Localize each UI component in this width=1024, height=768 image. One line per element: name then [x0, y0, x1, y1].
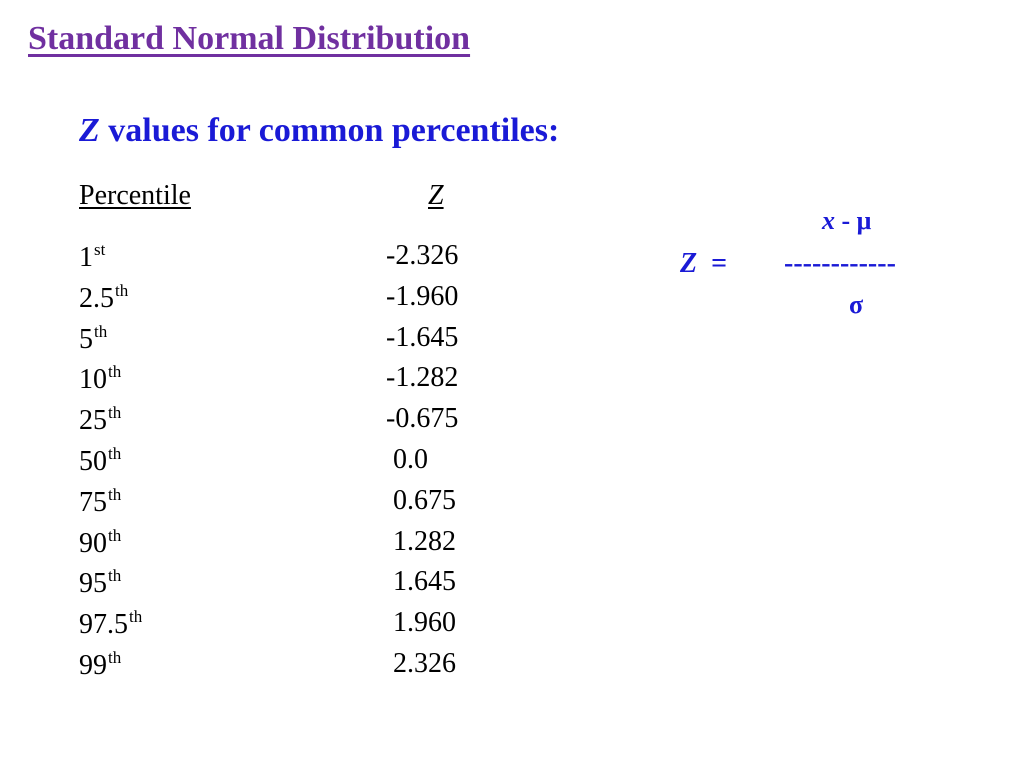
formula-lhs-equals: = — [697, 248, 728, 279]
percentile-cell — [79, 403, 121, 437]
formula-lhs — [680, 248, 727, 280]
subtitle-text: values for common percentiles: — [99, 112, 560, 149]
percentile-number: 95 — [79, 568, 107, 600]
percentile-cell — [79, 240, 105, 274]
percentile-cell — [79, 444, 121, 478]
percentile-ordinal-suffix: th — [108, 403, 122, 423]
percentile-ordinal-suffix: th — [115, 280, 129, 300]
percentile-number: 5 — [79, 323, 93, 355]
slide-title: Standard Normal Distribution — [28, 20, 471, 57]
percentile-cell — [79, 485, 121, 519]
formula-numerator-rest: - μ — [835, 206, 872, 235]
z-value-cell: 0.675 — [386, 484, 456, 516]
z-value-cell: -2.326 — [386, 240, 459, 271]
percentile-ordinal-suffix: th — [108, 566, 122, 586]
z-value-cell: 0.0 — [386, 444, 428, 475]
z-value-cell: 1.282 — [386, 525, 456, 557]
percentile-cell — [79, 322, 107, 356]
percentile-cell — [79, 607, 142, 641]
percentile-ordinal-suffix: th — [108, 362, 122, 382]
percentile-cell — [79, 526, 121, 560]
formula-lhs-variable: Z — [680, 248, 698, 279]
percentile-number: 97.5 — [79, 609, 128, 641]
z-column-header: Z — [428, 180, 444, 211]
z-value-cell: -1.960 — [386, 280, 459, 312]
formula-denominator: σ — [849, 290, 864, 319]
percentile-cell — [79, 648, 121, 682]
percentile-number: 99 — [79, 650, 107, 681]
percentile-ordinal-suffix: th — [108, 444, 122, 463]
percentile-number: 90 — [79, 527, 107, 559]
percentile-number: 10 — [79, 364, 107, 396]
z-value-cell: 1.645 — [386, 566, 456, 598]
percentile-number: 25 — [79, 405, 107, 437]
percentile-cell — [79, 566, 121, 600]
percentile-cell — [79, 281, 128, 315]
z-value-cell: -1.282 — [386, 362, 459, 394]
z-value-cell: -0.675 — [386, 403, 459, 435]
percentile-number: 2.5 — [79, 282, 114, 314]
z-value-cell: -1.645 — [386, 321, 459, 353]
percentile-ordinal-suffix: th — [108, 525, 122, 545]
percentile-cell — [79, 362, 121, 396]
percentile-number: 1 — [79, 242, 93, 273]
percentile-ordinal-suffix: st — [94, 240, 106, 259]
formula-numerator-variable: x — [822, 206, 835, 235]
formula-fraction-bar: ------------ — [784, 248, 896, 279]
percentile-ordinal-suffix: th — [129, 607, 143, 627]
percentile-number: 75 — [79, 486, 107, 518]
z-value-cell: 2.326 — [386, 648, 456, 679]
percentile-ordinal-suffix: th — [94, 321, 108, 341]
percentile-ordinal-suffix: th — [108, 648, 122, 667]
subtitle — [79, 112, 559, 150]
subtitle-variable: Z — [79, 112, 100, 149]
percentile-ordinal-suffix: th — [108, 484, 122, 504]
formula-numerator — [822, 206, 871, 236]
percentile-column-header: Percentile — [79, 180, 191, 211]
percentile-number: 50 — [79, 446, 107, 477]
z-value-cell: 1.960 — [386, 607, 456, 639]
